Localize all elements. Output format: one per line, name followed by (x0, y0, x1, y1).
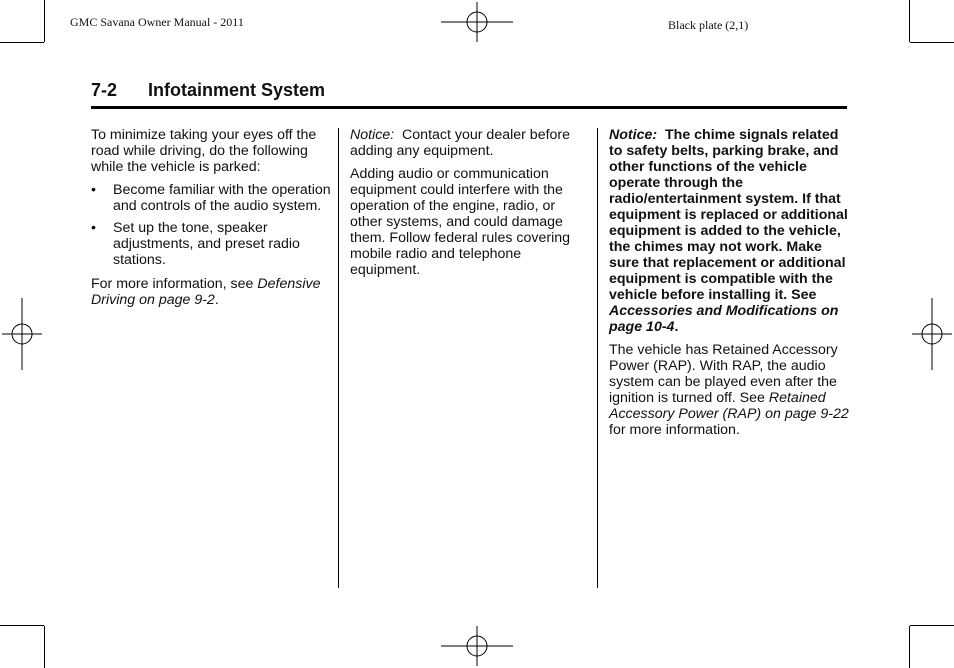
crop-mark-bottom-right-h (910, 625, 954, 626)
section-number: 7-2 (91, 80, 118, 100)
rap-suffix: for more information. (609, 422, 740, 438)
rap-paragraph (609, 342, 849, 438)
notice-chime (609, 127, 849, 335)
notice-label: Notice: (350, 127, 395, 143)
registration-target-right-icon (912, 298, 952, 370)
plate-identifier: Black plate (2,1) (668, 18, 749, 32)
notice-end: . (674, 319, 679, 335)
bullet-icon: • (91, 220, 96, 236)
column-1 (91, 127, 331, 315)
more-info-prefix: For more information, see (91, 276, 258, 292)
notice-text: Contact your dealer before adding any equipment. (350, 127, 571, 159)
column-2 (350, 127, 590, 285)
section-header (91, 80, 847, 109)
registration-target-bottom-icon (441, 626, 513, 666)
crop-mark-top-right-v (909, 0, 910, 42)
notice-text: The chime signals related to safety belts, parking brake, and other functions of the vehicle operate through the radio/entertainment system. If that equipment is replaced or additional equipment is added to the vehicle, the chimes may not work. Make sure that replacement or additional equipment is compatible with the vehicle before installing it. See (609, 127, 848, 303)
list-item-text: Set up the tone, speaker adjustments, and preset radio stations. (113, 220, 300, 268)
more-info-suffix: . (214, 292, 219, 308)
equipment-warning-paragraph: Adding audio or communication equipment could interfere with the operation of the engine, radio, or other systems, and could damage them. Follow federal rules covering mobile radio and telephone equipment. (350, 166, 571, 278)
registration-target-left-icon (2, 298, 42, 370)
rap-prefix: The vehicle has Retained Accessory Power (RAP). With RAP, the audio system can be played even after the ignition is turned off. See (609, 342, 838, 406)
list-item (91, 220, 331, 268)
crop-mark-bottom-left-h (0, 625, 44, 626)
accessories-link[interactable]: Accessories and Modifications on page 10-4 (609, 303, 839, 335)
column-divider (338, 128, 339, 588)
notice-label: Notice: (609, 127, 658, 143)
bullet-icon: • (91, 182, 96, 198)
intro-paragraph: To minimize taking your eyes off the road while driving, do the following while the vehicle is parked: (91, 127, 317, 175)
rap-link[interactable]: Retained Accessory Power (RAP) on page 9-22 (609, 390, 849, 422)
crop-mark-top-left-h (0, 42, 44, 43)
column-3 (609, 127, 849, 445)
notice-dealer (350, 127, 590, 159)
list-item (91, 182, 331, 214)
section-title: Infotainment System (148, 80, 326, 100)
crop-mark-top-left-v (44, 0, 45, 42)
registration-target-top-icon (441, 2, 513, 42)
defensive-driving-link[interactable]: Defensive Driving on page 9-2 (91, 276, 321, 308)
crop-mark-bottom-left-v (44, 626, 45, 668)
more-info-paragraph (91, 276, 331, 308)
column-divider (597, 128, 598, 588)
crop-mark-bottom-right-v (909, 626, 910, 668)
crop-mark-top-right-h (910, 42, 954, 43)
plate-manual-title: GMC Savana Owner Manual - 2011 (70, 15, 244, 29)
list-item-text: Become familiar with the operation and controls of the audio system. (113, 182, 331, 214)
